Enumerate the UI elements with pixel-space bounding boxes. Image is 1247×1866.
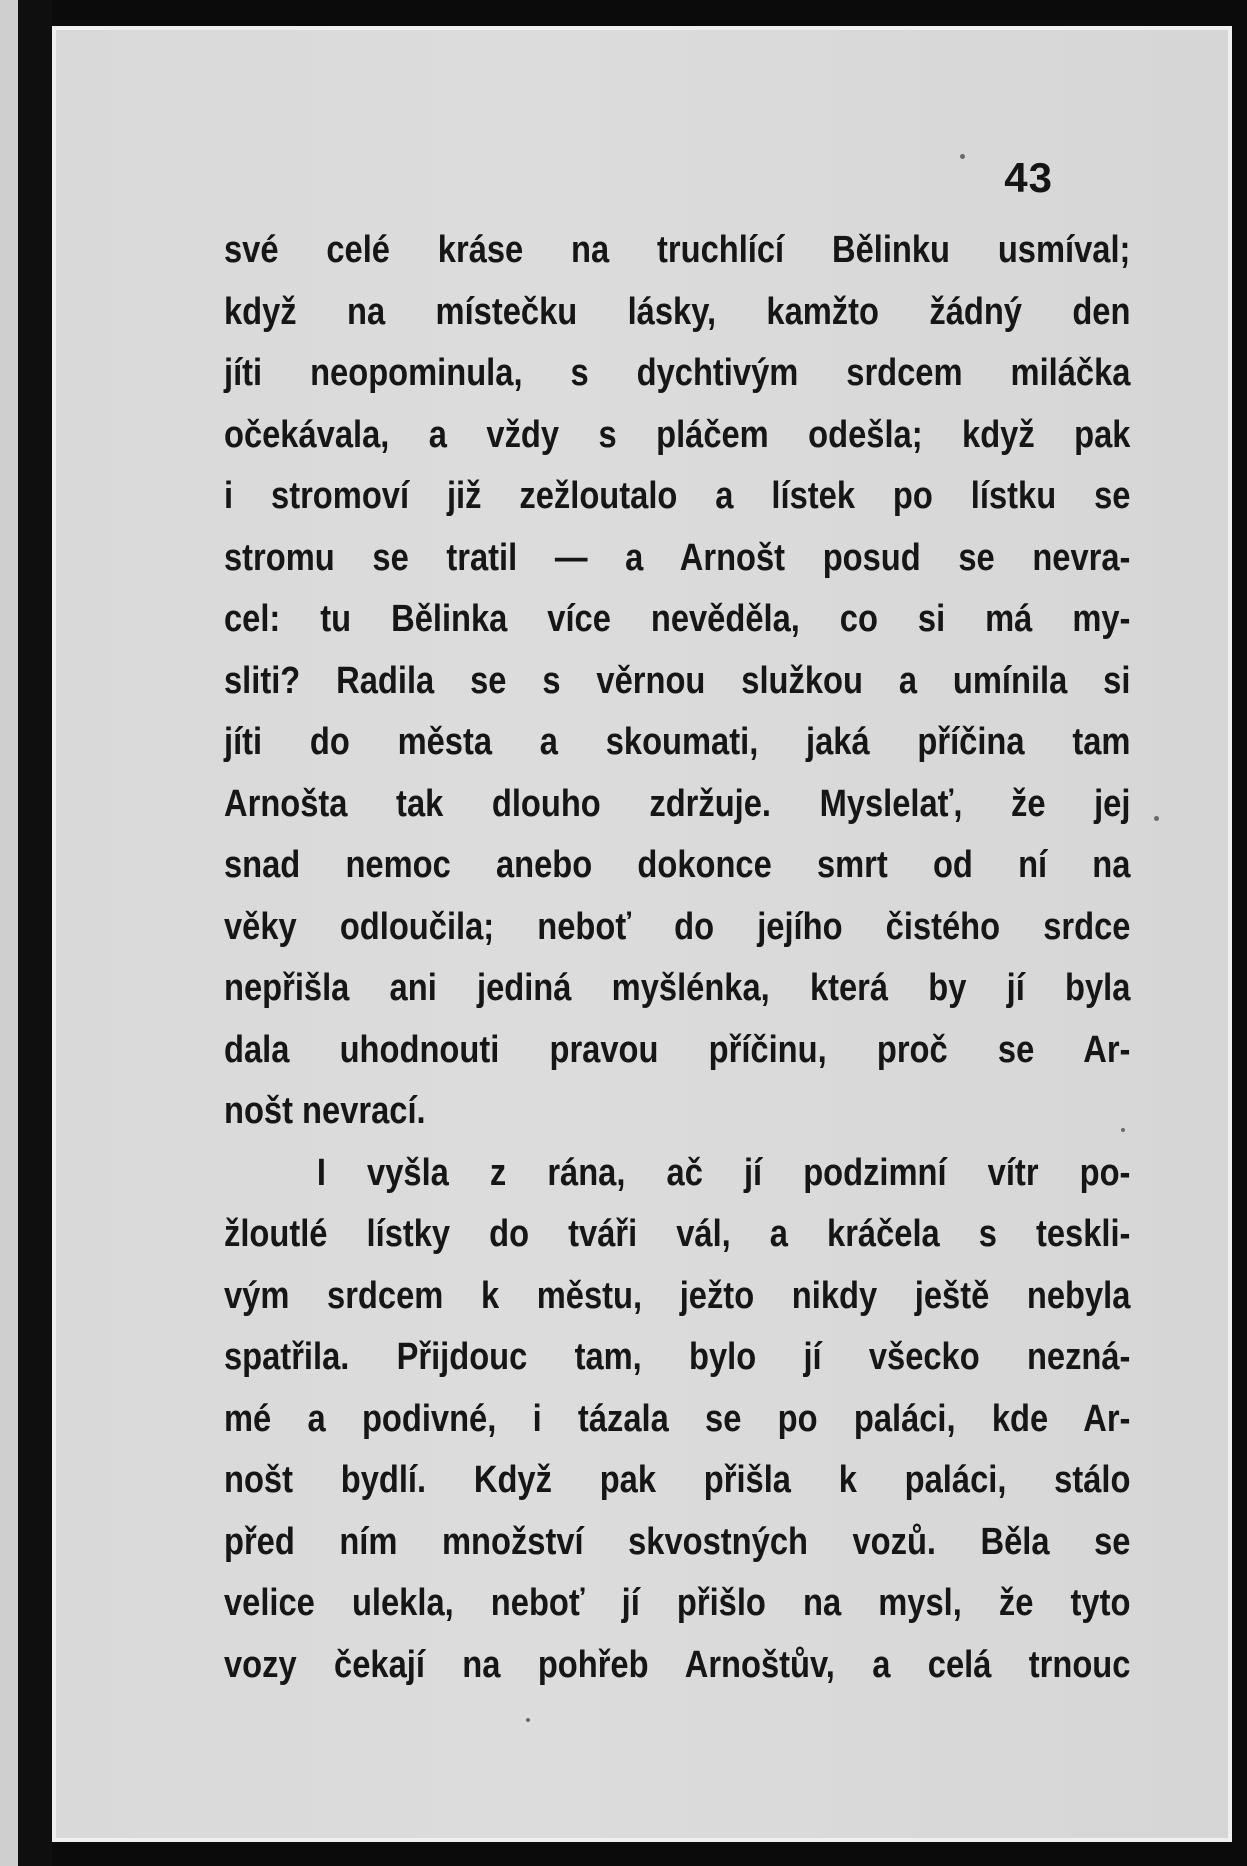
text-line: vozy čekají na pohřeb Arnoštův, a celá trnouc bbox=[224, 1643, 1131, 1686]
text-line: i stromoví již zežloutalo a lístek po lístku se bbox=[224, 475, 1131, 517]
page-text bbox=[224, 220, 1130, 1696]
text-line: nošt bydlí. Když pak přišla k paláci, stálo bbox=[224, 1459, 1131, 1501]
scan-speck bbox=[960, 154, 965, 159]
scan-speck bbox=[1121, 1128, 1125, 1132]
text-line: mé a podivné, i tázala se po paláci, kde Ar- bbox=[224, 1397, 1131, 1440]
text-line: žloutlé lístky do tváři vál, a kráčela s teskli- bbox=[224, 1213, 1131, 1255]
text-line: věky odloučila; neboť do jejího čistého srdce bbox=[224, 905, 1131, 948]
scan-speck bbox=[526, 1718, 530, 1722]
text-line: I vyšla z rána, ač jí podzimní vítr po- bbox=[316, 1151, 1131, 1194]
page-number: 43 bbox=[1004, 154, 1053, 201]
text-line: Arnošta tak dlouho zdržuje. Myslelať, že jej bbox=[224, 782, 1131, 825]
text-line: velice ulekla, neboť jí přišlo na mysl, že tyto bbox=[224, 1582, 1131, 1624]
text-line: nošt nevrací. bbox=[224, 1090, 426, 1132]
text-line: cel: tu Bělinka více nevěděla, co si má my- bbox=[224, 598, 1131, 640]
text-line: jíti do města a skoumati, jaká příčina tam bbox=[224, 721, 1131, 763]
text-line: sliti? Radila se s věrnou služkou a umínila si bbox=[224, 659, 1131, 702]
text-line: nepřišla ani jediná myšlénka, která by jí byla bbox=[224, 967, 1131, 1009]
text-line: své celé kráse na truchlící Bělinku usmíval; bbox=[224, 229, 1131, 271]
book-page bbox=[52, 26, 1232, 1842]
text-line: vým srdcem k městu, ježto nikdy ještě nebyla bbox=[224, 1274, 1131, 1317]
scan-background bbox=[18, 0, 52, 1866]
text-line: když na místečku lásky, kamžto žádný den bbox=[224, 290, 1131, 333]
text-line: dala uhodnouti pravou příčinu, proč se Ar- bbox=[224, 1028, 1131, 1071]
text-line: snad nemoc anebo dokonce smrt od ní na bbox=[224, 844, 1131, 886]
text-line: jíti neopominula, s dychtivým srdcem miláčka bbox=[224, 352, 1131, 394]
text-line: spatřila. Přijdouc tam, bylo jí všecko nezná- bbox=[224, 1336, 1131, 1378]
scan-speck bbox=[1154, 816, 1159, 821]
text-line: stromu se tratil — a Arnošt posud se nevra- bbox=[224, 536, 1131, 579]
previous-page-edge bbox=[0, 0, 18, 1866]
text-line: před ním množství skvostných vozů. Běla se bbox=[224, 1520, 1131, 1563]
text-line: očekávala, a vždy s pláčem odešla; když pak bbox=[224, 413, 1131, 456]
